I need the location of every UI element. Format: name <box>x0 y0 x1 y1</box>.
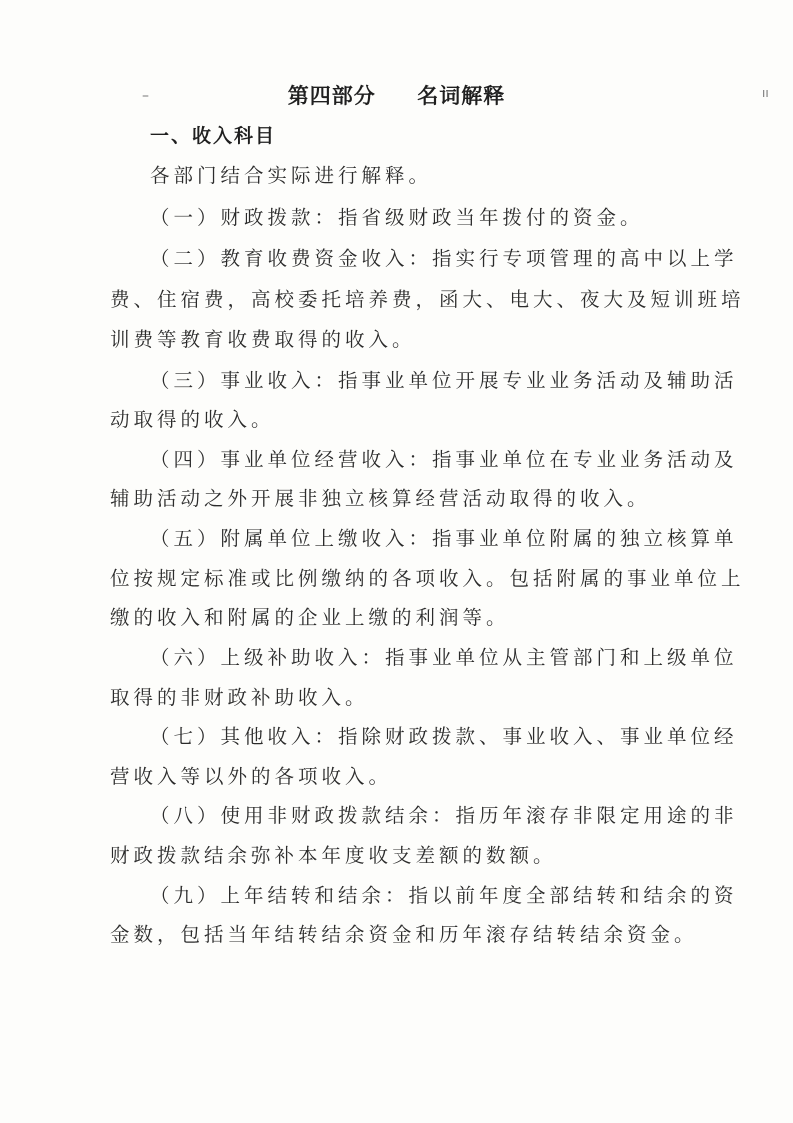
scan-mark-right: ıı <box>762 86 769 100</box>
paragraph-line: （八）使用非财政拨款结余：指历年滚存非限定用途的非 <box>150 804 738 827</box>
paragraph-line: 动取得的收入。 <box>110 408 275 431</box>
paragraph-line: 费、住宿费，高校委托培养费，函大、电大、夜大及短训班培 <box>110 288 745 311</box>
paragraph-line: （七）其他收入：指除财政拨款、事业收入、事业单位经 <box>150 725 738 748</box>
section-heading: 一、收入科目 <box>150 125 277 147</box>
paragraph-line: （一）财政拨款：指省级财政当年拨付的资金。 <box>150 206 644 229</box>
paragraph-line: （三）事业收入：指事业单位开展专业业务活动及辅助活 <box>150 369 738 392</box>
paragraph-line: 取得的非财政补助收入。 <box>110 686 369 709</box>
paragraph-line: （四）事业单位经营收入：指事业单位在专业业务活动及 <box>150 448 738 471</box>
paragraph-line: （九）上年结转和结余：指以前年度全部结转和结余的资 <box>150 884 738 907</box>
paragraph-line: 训费等教育收费取得的收入。 <box>110 328 416 351</box>
paragraph-line: 缴的收入和附属的企业上缴的利润等。 <box>110 606 510 629</box>
paragraph-line: （五）附属单位上缴收入：指事业单位附属的独立核算单 <box>150 527 738 550</box>
paragraph-line: 金数，包括当年结转结余资金和历年滚存结转结余资金。 <box>110 923 698 946</box>
paragraph-line: （二）教育收费资金收入：指实行专项管理的高中以上学 <box>150 247 738 270</box>
paragraph-line: 各部门结合实际进行解释。 <box>150 164 433 187</box>
paragraph-line: 营收入等以外的各项收入。 <box>110 765 393 788</box>
paragraph-line: 财政拨款结余弥补本年度收支差额的数额。 <box>110 844 557 867</box>
scan-mark-left: – <box>142 88 149 104</box>
paragraph-line: （六）上级补助收入：指事业单位从主管部门和上级单位 <box>150 646 738 669</box>
page-title: 第四部分 名词解释 <box>287 84 506 108</box>
paragraph-line: 辅助活动之外开展非独立核算经营活动取得的收入。 <box>110 487 651 510</box>
paragraph-line: 位按规定标准或比例缴纳的各项收入。包括附属的事业单位上 <box>110 567 745 590</box>
